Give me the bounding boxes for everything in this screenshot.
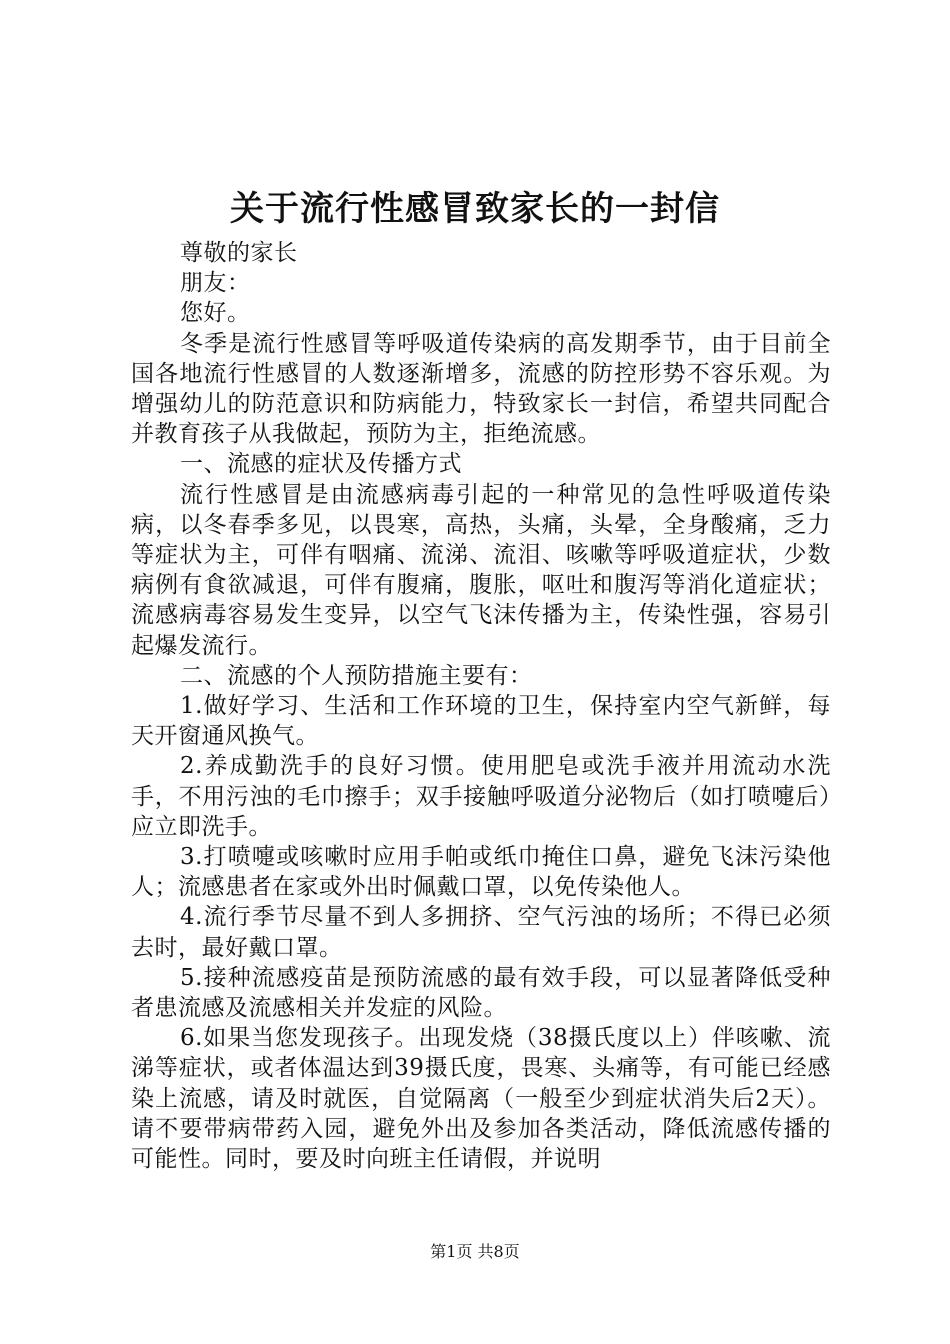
prevention-item-6: 6.如果当您发现孩子。出现发烧（38摄氏度以上）伴咳嗽、流涕等症状，或者体温达到39摄氏度，畏寒、头痛等，有可能已经感染上流感，请及时就医，自觉隔离（一般至少到症状消失后2天）。请不要带病带药入园，避免外出及参加各类活动，降低流感传播的可能性。同时，要及时向班主任请假，并说明 [131,1025,831,1173]
intro-paragraph: 冬季是流行性感冒等呼吸道传染病的高发期季节，由于目前全国各地流行性感冒的人数逐渐增多，流感的防控形势不容乐观。为增强幼儿的防范意识和防病能力，特致家长一封信，希望共同配合并教育孩子从我做起，预防为主，拒绝流感。 [131,330,831,448]
greeting: 您好。 [180,300,251,327]
prevention-item-2: 2.养成勤洗手的良好习惯。使用肥皂或洗手液并用流动水洗手，不用污浊的毛巾擦手；双手接触呼吸道分泌物后（如打喷嚏后）应立即洗手。 [131,753,831,840]
section-heading-symptoms: 一、流感的症状及传播方式 [180,451,462,478]
salutation-line-1: 尊敬的家长 [180,240,298,266]
prevention-item-1: 1.做好学习、生活和工作环境的卫生，保持室内空气新鲜，每天开窗通风换气。 [131,693,831,750]
document-body [131,238,831,1174]
symptoms-paragraph: 流行性感冒是由流感病毒引起的一种常见的急性呼吸道传染病，以冬春季多见，以畏寒，高热，头痛，头晕，全身酸痛，乏力等症状为主，可伴有咽痛、流涕、流泪、咳嗽等呼吸道症状，少数病例有食欲减退，可伴有腹痛，腹胀，呕吐和腹泻等消化道症状；流感病毒容易发生变异，以空气飞沫传播为主，传染性强，容易引起爆发流行。 [131,481,831,659]
salutation-line-2: 朋友： [180,270,251,297]
prevention-item-5: 5.接种流感疫苗是预防流感的最有效手段，可以显著降低受种者患流感及流感相关并发症的风险。 [131,964,831,1022]
document-title: 关于流行性感冒致家长的一封信 [230,189,720,229]
section-heading-prevention: 二、流感的个人预防措施主要有： [180,662,533,689]
prevention-item-3: 3.打喷嚏或咳嗽时应用手帕或纸巾掩住口鼻，避免飞沫污染他人；流感患者在家或外出时佩戴口罩，以免传染他人。 [131,844,831,901]
page-number-footer: 第1页 共8页 [430,1242,520,1261]
prevention-item-4: 4.流行季节尽量不到人多拥挤、空气污浊的场所；不得已必须去时，最好戴口罩。 [131,904,831,961]
